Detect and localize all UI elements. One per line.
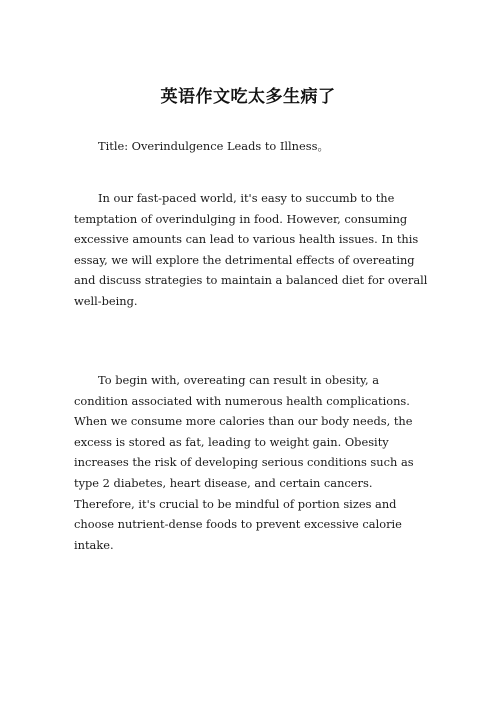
document-heading: 英语作文吃太多生病了 bbox=[160, 87, 336, 107]
paragraph-obesity: To begin with, overeating can result in obesity, a condition associated with numerous health complications. When we consume more calories than our body needs, the excess is stored as fat, leading to weight gain. Obesity increases the risk of developing serious conditions such as type 2 diabetes, heart disease, and certain cancers. Therefore, it's crucial to be mindful of portion sizes and choose nutrient-dense foods to prevent excessive calorie intake. bbox=[74, 373, 414, 552]
essay-title-line: Title: Overindulgence Leads to Illness。 bbox=[98, 139, 329, 153]
paragraph-introduction: In our fast-paced world, it's easy to succumb to the temptation of overindulging in food. However, consuming excessive amounts can lead to various health issues. In this essay, we will explore the detrimental effects of overeating and discuss strategies to maintain a balanced diet for overall well-being. bbox=[74, 191, 428, 308]
